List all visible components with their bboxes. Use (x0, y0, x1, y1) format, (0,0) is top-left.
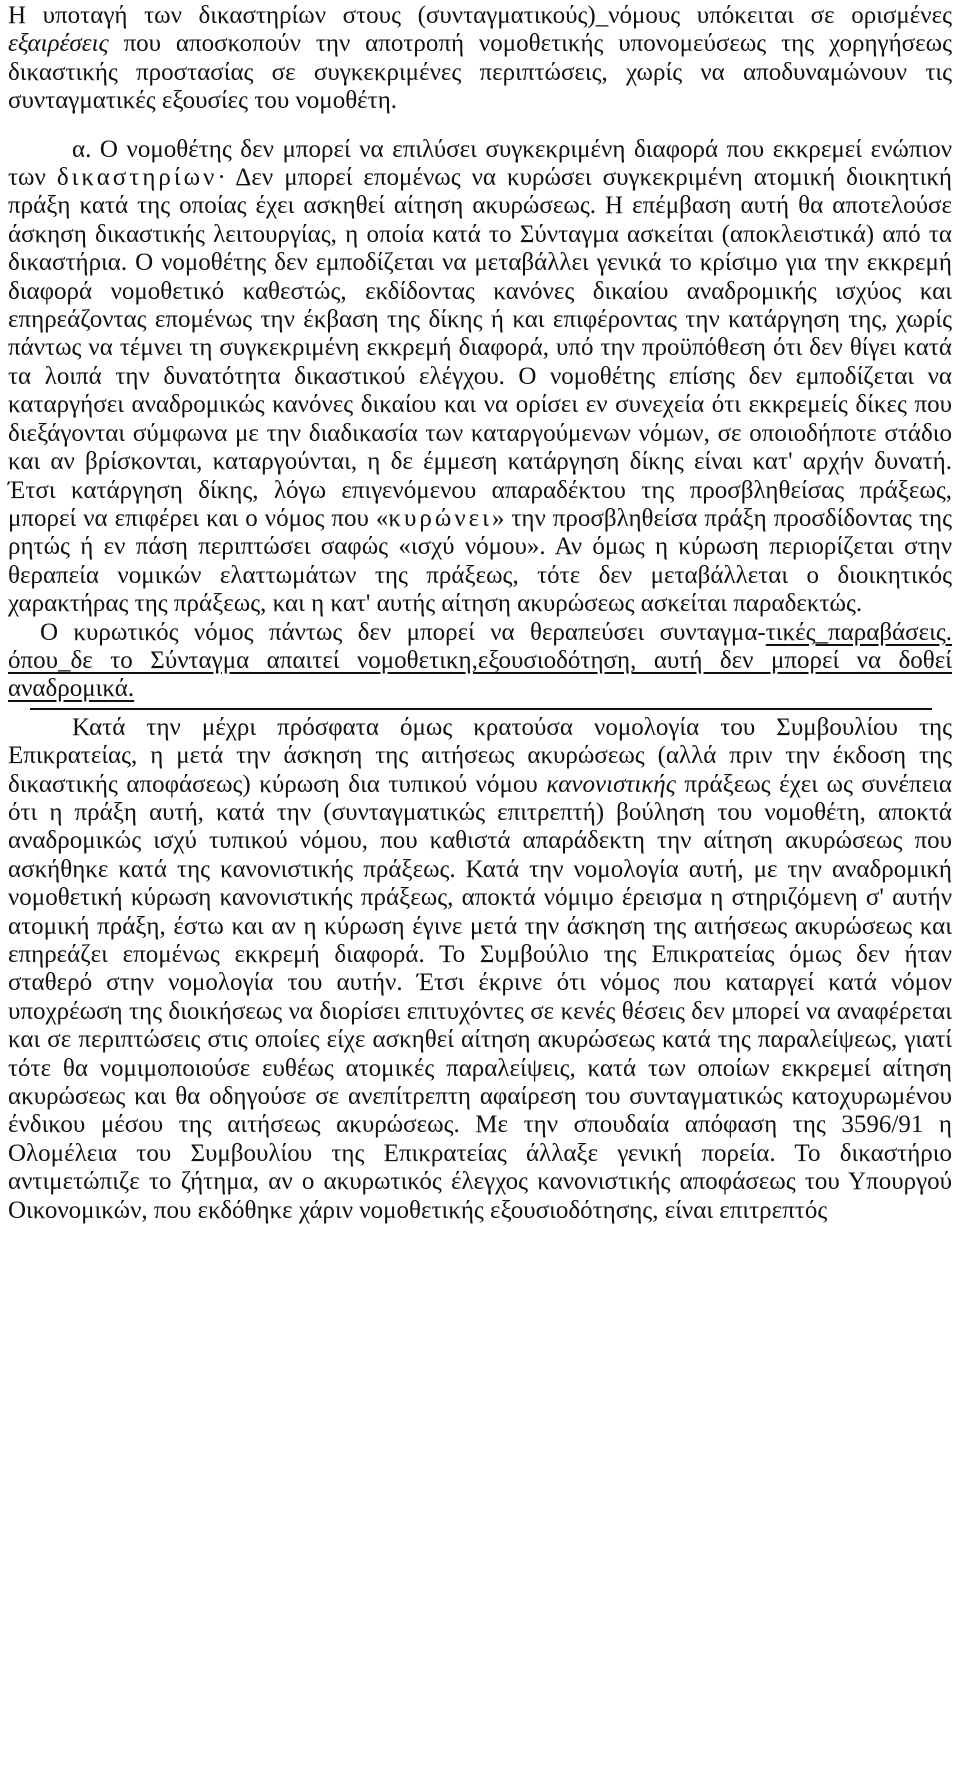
text-run: α. Ο νομοθέτης δεν μπορεί να επιλύσει συγκεκριμένη διαφορά που εκκρεμεί ενώπιον των (8, 135, 952, 192)
text-run: » την προσβληθείσα πράξη προσδίδοντας της ρητώς ή εν πάση περιπτώσει σαφώς «ισχύ νόμου». Αν όμως η κύρωση περιορίζεται στην θεραπεία νομικών ελαττωμάτων της πράξεως, τότε δεν μεταβάλλεται ο διοικητικός χαρακτήρας της πράξεως, και η κατ' αυτής αίτηση ακυρώσεως ασκείται παραδεκτώς. (8, 504, 952, 618)
paragraph-case-law (8, 714, 952, 1225)
horizontal-divider (30, 708, 932, 710)
emphasis-regulatory: κανονιστικής (546, 770, 676, 798)
text-run: · Δεν μπορεί επομένως να κυρώσει συγκεκριμένη ατομική διοικητική πράξη κατά της οποίας έχει ασκηθεί αίτηση ακυρώσεως. Η επέμβαση αυτή θα αποτελούσε άσκηση δικαστικής λειτουργίας, η οποία κατά το Σύνταγμα ασκείται (αποκλειστικά) από τα δικαστήρια. Ο νομοθέτης δεν εμποδίζεται να μεταβάλλει γενικά το κρίσιμο για την εκκρεμή διαφορά νομοθετικό καθεστώς, εκδίδοντας κανόνες δικαίου αναδρομικής ισχύος και επηρεάζοντας επομένως την έκβαση της δίκης ή και επιφέροντας την κατάργηση της, χωρίς πάντως να τέμνει τη συγκεκριμένη εκκρεμή διαφορά, υπό την προϋπόθεση ότι δεν θίγει κατά τα λοιπά την δυνατότητα δικαστικού ελέγχου. Ο νομοθέτης επίσης δεν εμποδίζεται να καταργήσει αναδρομικώς κανόνες δικαίου και να ορίσει εν συνεχεία ότι εκκρεμείς δίκες που διεξάγονται σύμφωνα με την διαδικασία των καταργούμενων νόμων, σε οποιοδήποτε στάδιο και αν βρίσκονται, καταργούνται, η δε έμμεση κατάργηση δίκης είναι κατ' αρχήν δυνατή. Έτσι κατάργηση δίκης, λόγω επιγενόμενου απαραδέκτου της προσβληθείσας πράξεως, μπορεί να επιφέρει και ο νόμος που « (8, 164, 952, 532)
text-run: Η υποταγή των δικαστηρίων στους (συνταγματικούς)_νόμους υπόκειται σε ορισμένες (8, 2, 952, 29)
text-run: Κατά την μέχρι πρόσφατα όμως κρατούσα νομολογία του Συμβουλίου της Επικρατείας, η μετά την άσκηση της αιτήσεως ακυρώσεως (αλλά πριν την έκδοση της δικαστικής αποφάσεως) κύρωση δια τυπικού νόμου (8, 713, 952, 798)
text-run: που αποσκοπούν την αποτροπή νομοθετικής υπονομεύσεως της χορηγήσεως δικαστικής προστασίας σε συγκεκριμένες περιπτώσεις, χωρίς να αποδυναμώνουν τις συνταγματικές εξουσίες του νομοθέτη. (8, 30, 952, 115)
paragraph-ratifying-law (8, 619, 952, 704)
underlined-text: τικές_παραβάσεις. όπου_δε το Σύνταγμα απαιτεί νομοθετικη,εξουσιοδότηση, αυτή δεν μπορεί να δοθεί αναδρομικά. (8, 618, 952, 703)
paragraph-subordination (8, 2, 952, 116)
text-run: Ο κυρωτικός νόμος πάντως δεν μπορεί να θεραπεύσει συνταγμα- (40, 618, 766, 646)
spaced-word-courts: δικαστηρίων (56, 164, 218, 192)
emphasis-exceptions: εξαιρέσεις (8, 30, 109, 58)
spaced-word-ratifies: κυρώνει (388, 504, 492, 532)
paragraph-point-a (8, 136, 952, 619)
text-run: πράξεως έχει ως συνέπεια ότι η πράξη αυτή, κατά την (συνταγματικώς επιτρεπτή) βούληση του νομοθέτη, αποκτά αναδρομικώς ισχύ τυπικού νόμου, που καθιστά απαράδεκτη την αίτηση ακυρώσεως που ασκήθηκε κατά της κανονιστικής πράξεως. Κατά την νομολογία αυτή, με την αναδρομική νομοθετική κύρωση κανονιστικής πράξεως, αποκτά νόμιμο έρεισμα η στηριζόμενη σ' αυτήν ατομική πράξη, έστω και αν η κύρωση έγινε μετά την άσκηση της αιτήσεως ακυρώσεως και επηρεάζει επομένως εκκρεμή διαφορά. Το Συμβούλιο της Επικρατείας όμως δεν ήταν σταθερό στην νομολογία του αυτήν. Έτσι έκρινε ότι νόμος που καταργεί κατά νόμον υποχρέωση της διοικήσεως να διορίσει επιτυχόντες σε κενές θέσεις δεν μπορεί να αναφέρεται και σε περιπτώσεις στις οποίες είχε ασκηθεί αίτηση ακυρώσεως κατά της παραλείψεως, γιατί τότε θα νομιμοποιούσε ευθέως ατομικές παραλείψεις, κατά των οποίων εκκρεμεί αίτηση ακυρώσεως και θα οδηγούσε σε ανεπίτρεπτη αφαίρεση του συνταγματικώς κατοχυρωμένου ένδικου μέσου της αιτήσεως ακυρώσεως. Με την σπουδαία απόφαση της 3596/91 η Ολομέλεια του Συμβουλίου της Επικρατείας άλλαξε γενική πορεία. Το δικαστήριο αντιμετώπιζε το ζήτημα, αν ο ακυρωτικός έλεγχος κανονιστικής αποφάσεως του Υπουργού Οικονομικών, που εκδόθηκε χάριν νομοθετικής εξουσιοδότησης, είναι επιτρεπτός (8, 770, 952, 1224)
